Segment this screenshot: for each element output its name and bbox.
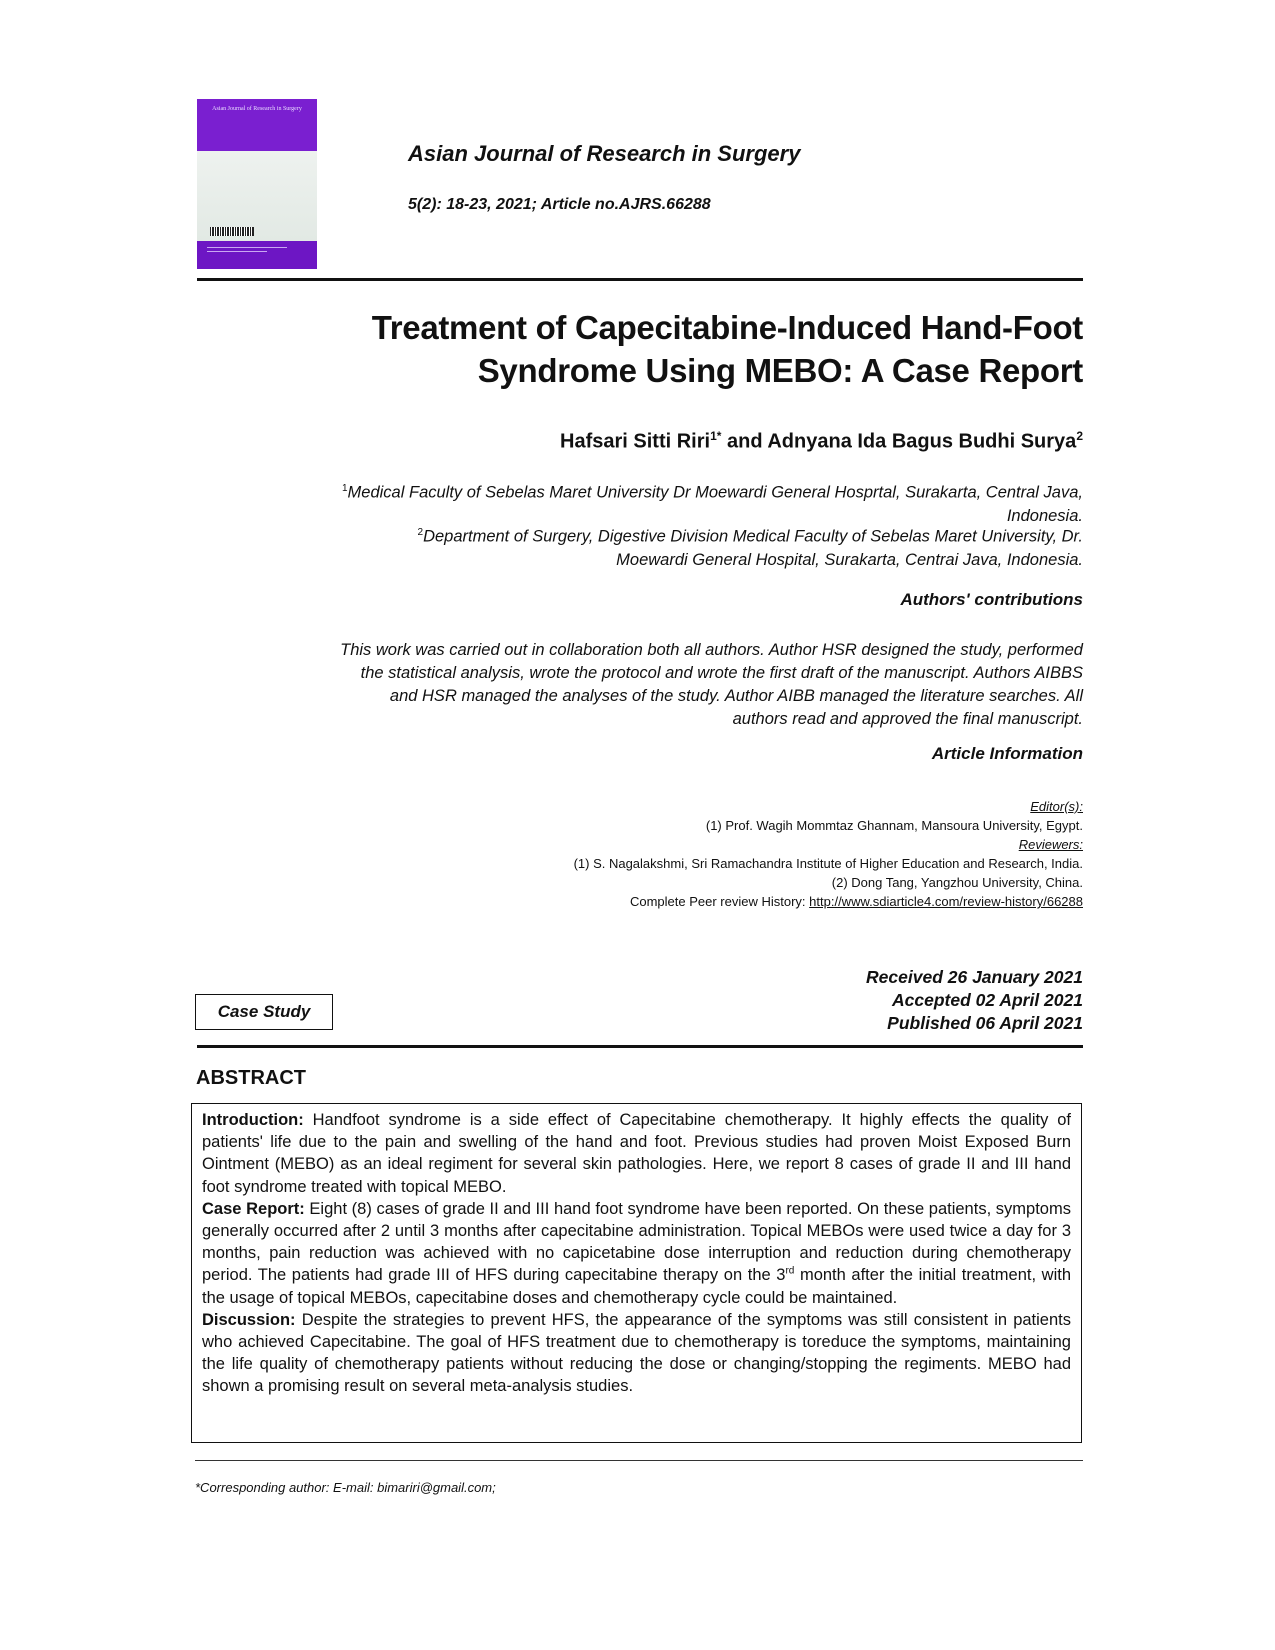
affiliation-mark: 1 — [341, 483, 348, 494]
barcode-icon — [210, 227, 254, 236]
intro-label: Introduction: — [202, 1111, 304, 1129]
reviewers-label: Reviewers: — [1018, 837, 1083, 852]
abstract-case-report — [202, 1198, 1071, 1309]
case-text: month after the initial treatment, with the usage of topical MEBOs, capecitabine doses and chemotherapy cycle could be maintained. — [202, 1266, 1072, 1307]
review-history-link[interactable]: http://www.sdiarticle4.com/review-history/66288 — [809, 894, 1083, 909]
editor-entry: (1) Prof. Wagih Mommtaz Ghannam, Mansoura University, Egypt. — [705, 818, 1083, 833]
corresponding-author-footnote: *Corresponding author: E-mail: bimariri@gmail.com; — [195, 1480, 496, 1495]
affiliation-1 — [203, 477, 1083, 528]
affiliation-text: Indonesia. — [1006, 506, 1083, 525]
abstract-discussion — [202, 1309, 1071, 1398]
author-name: Hafsari Sitti Riri — [560, 430, 711, 453]
author-affiliation-mark: 2 — [1076, 429, 1083, 443]
title-line: Syndrome Using MEBO: A Case Report — [477, 352, 1083, 389]
journal-citation: 5(2): 18-23, 2021; Article no.AJRS.66288 — [408, 196, 711, 213]
abstract-divider — [197, 1045, 1083, 1048]
author-list — [560, 429, 1083, 454]
case-label: Case Report: — [202, 1199, 305, 1218]
intro-text: Handfoot syndrome is a side effect of Capecitabine chemotherapy. It highly effects the quality of patients' life due to the pain and swelling of the hand and foot. Previous studies had proven Moist Exposed Burn Ointment (MEBO) as an ideal regiment for several skin pathologies. Here, we report 8 cases of grade II and III hand foot syndrome treated with topical MEBO. — [202, 1111, 1071, 1196]
journal-cover-image — [197, 99, 317, 269]
contributions-line: authors read and approved the final manuscript. — [732, 710, 1083, 728]
abstract-heading: ABSTRACT — [196, 1067, 306, 1089]
author-conjunction: and — [721, 430, 768, 453]
discussion-text: Despite the strategies to prevent HFS, the appearance of the symptoms was still consistent in patients who achieved Capecitabine. The goal of HFS treatment due to chemotherapy is toreduce the symptoms, maintaining the life quality of chemotherapy patients without reducing the dose or changing/stopping the regiments. MEBO had shown a promising result on several meta-analysis studies. — [202, 1310, 1071, 1396]
cover-journal-name: Asian Journal of Research in Surgery — [212, 106, 302, 112]
article-type-badge: Case Study — [195, 994, 333, 1030]
accepted-date: Accepted 02 April 2021 — [892, 990, 1083, 1010]
author-name: Adnyana Ida Bagus Budhi Surya — [767, 430, 1077, 453]
discussion-label: Discussion: — [202, 1310, 296, 1329]
ordinal-suffix: rd — [785, 1265, 795, 1277]
title-line: Treatment of Capecitabine-Induced Hand-Foot — [371, 309, 1083, 346]
author-affiliation-mark: 1* — [710, 429, 722, 443]
affiliation-2 — [203, 521, 1083, 572]
contributions-line: This work was carried out in collaboration both all authors. Author HSR designed the study, performed — [340, 641, 1083, 659]
editors-label: Editor(s): — [1030, 799, 1083, 814]
contributions-heading: Authors' contributions — [900, 590, 1083, 609]
abstract-introduction — [202, 1109, 1071, 1198]
affiliation-text: Moewardi General Hospital, Surakarta, Centrai Java, Indonesia. — [616, 550, 1083, 569]
contributions-line: and HSR managed the analyses of the study. Author AIBB managed the literature searches. All — [389, 687, 1083, 705]
article-info-heading: Article Information — [931, 744, 1083, 763]
cover-bottom-band — [197, 241, 317, 269]
footnote-divider — [195, 1460, 1083, 1461]
received-date: Received 26 January 2021 — [866, 967, 1083, 987]
case-text: Eight (8) cases of grade II and III hand foot syndrome have been reported. On these patients, symptoms generally occurred after 2 until 3 months after capecitabine administration. Topical MEBOs were used twice a day for 3 months, pain reduction was achieved with no capicetabine dose interruption and reduction during chemotherapy period. The patients had grade III of HFS during capecitabine therapy on the 3 — [202, 1199, 1071, 1285]
journal-name: Asian Journal of Research in Surgery — [408, 141, 801, 166]
affiliation-text: Medical Faculty of Sebelas Maret University Dr Moewardi General Hosprtal, Surakarta, Central Java, — [347, 483, 1083, 502]
reviewer-entry: (1) S. Nagalakshmi, Sri Ramachandra Institute of Higher Education and Research, India. — [573, 856, 1083, 871]
publication-dates — [866, 966, 1083, 1035]
cover-title-band — [197, 99, 317, 151]
review-history-label: Complete Peer review History: — [629, 894, 810, 909]
published-date: Published 06 April 2021 — [887, 1013, 1083, 1033]
cover-bottom-text-line — [207, 247, 287, 248]
contributions-text — [197, 639, 1083, 731]
affiliation-mark: 2 — [417, 527, 424, 538]
reviewer-entry: (2) Dong Tang, Yangzhou University, China. — [831, 875, 1083, 890]
abstract-box — [191, 1103, 1082, 1443]
contributions-line: the statistical analysis, wrote the protocol and wrote the first draft of the manuscript. Authors AIBBS — [360, 664, 1083, 682]
affiliation-text: Department of Surgery, Digestive Division Medical Faculty of Sebelas Maret University, Dr. — [423, 527, 1083, 546]
cover-bottom-text-line — [207, 251, 267, 252]
header-divider — [197, 278, 1083, 281]
article-info-block — [263, 797, 1083, 911]
article-title — [183, 306, 1083, 392]
